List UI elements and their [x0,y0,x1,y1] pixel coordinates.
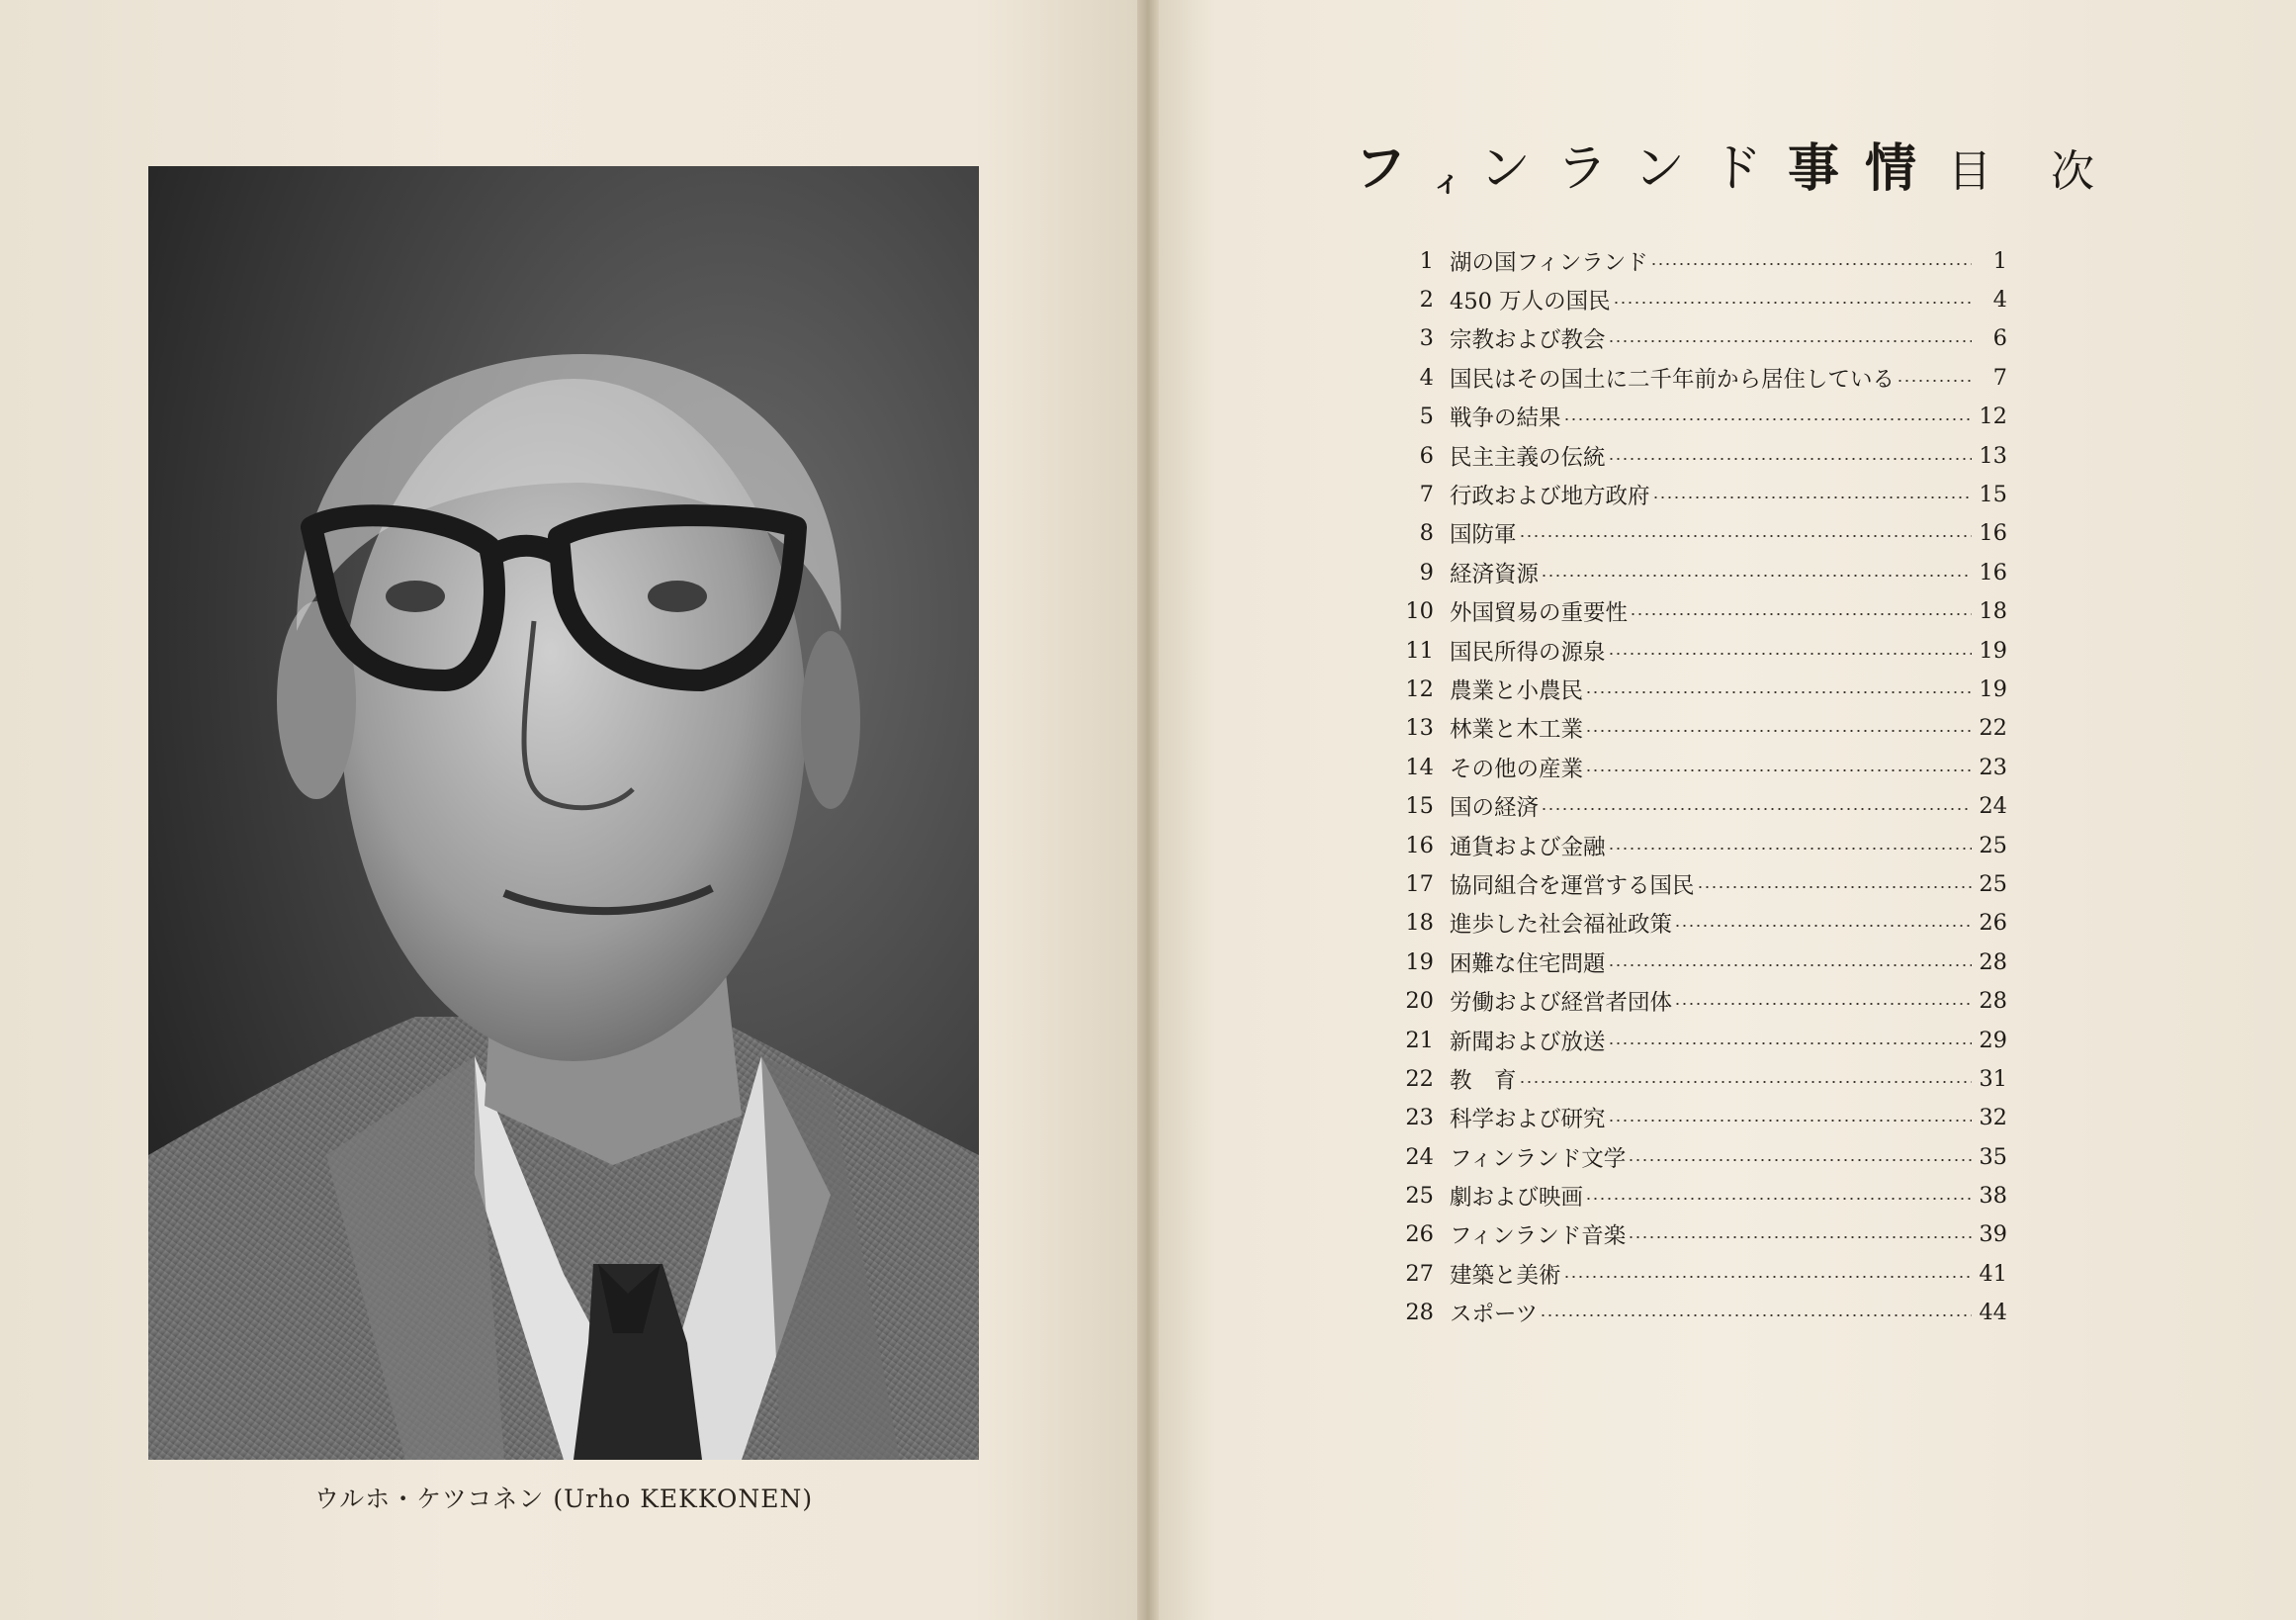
toc-leader-dots [1519,1081,1972,1083]
toc-entry [1394,631,2007,670]
toc-leader-dots [1630,613,1972,615]
toc-entry-number: 28 [1405,1300,1434,1326]
toc-leader-dots [1519,535,1972,537]
portrait-photo [148,166,979,1460]
toc-entry-number: 13 [1405,715,1434,742]
toc-entry-page: 41 [1979,1260,2007,1287]
toc-entry-page: 4 [1992,287,2007,314]
toc-entry-number: 8 [1419,520,1434,547]
toc-entry-page: 28 [1979,988,2007,1015]
toc-entry-label: 農業と小農民 [1450,677,1584,704]
toc-entry [1394,1215,2007,1254]
toc-leader-dots [1697,886,1972,888]
toc-entry [1394,436,2007,475]
toc-entry-number: 7 [1419,482,1434,508]
toc-entry-number: 2 [1419,287,1434,314]
toc-entry-page: 13 [1979,442,2007,469]
toc-entry-number: 10 [1405,598,1434,625]
toc-entry-label: 建築と美術 [1450,1262,1561,1289]
toc-entry [1394,943,2007,981]
toc-entry-number: 9 [1419,559,1434,585]
toc-leader-dots [1674,1003,1972,1005]
book-gutter [1137,0,1159,1620]
toc-entry [1394,398,2007,436]
toc-leader-dots [1608,340,1972,342]
toc-entry [1394,748,2007,786]
toc-entry-number: 16 [1405,832,1434,858]
toc-entry-label: 進歩した社会福祉政策 [1450,912,1673,939]
toc-entry [1394,670,2007,708]
toc-entry [1394,1099,2007,1137]
toc-entry-label: 国の経済 [1450,795,1540,822]
toc-entry-number: 26 [1405,1221,1434,1248]
toc-entry-number: 12 [1405,675,1434,702]
toc-entry-page: 18 [1979,598,2007,625]
toc-entry-number: 11 [1405,637,1434,664]
toc-entry-number: 17 [1405,870,1434,897]
toc-entry [1394,1176,2007,1215]
toc-entry-label: 国民所得の源泉 [1450,639,1606,666]
toc-entry-label: 民主主義の伝統 [1450,444,1606,471]
toc-entry-page: 1 [1992,247,2007,274]
toc-entry-number: 19 [1405,948,1434,975]
toc-entry [1394,786,2007,825]
toc-entry-label: 湖の国フィンランド [1450,249,1648,276]
toc-entry-page: 19 [1979,637,2007,664]
toc-leader-dots [1650,263,1972,265]
toc-entry-page: 16 [1979,520,2007,547]
toc-entry-label: 宗教および教会 [1450,327,1606,354]
toc-entry [1394,592,2007,631]
toc-entry-label: 450 万人の国民 [1450,289,1611,315]
portrait-caption: ウルホ・ケツコネン (Urho KEKKONEN) [313,1485,814,1513]
toc-entry [1394,904,2007,943]
title-part-1: フ [1355,138,1433,199]
toc-leader-dots [1608,848,1972,850]
toc-leader-dots [1897,380,1972,382]
toc-leader-dots [1541,575,1972,577]
toc-entry-page: 28 [1979,948,2007,975]
toc-entry-page: 32 [1979,1105,2007,1131]
toc-entry-label: 困難な住宅問題 [1450,950,1606,977]
toc-entry-label: 新聞および放送 [1450,1029,1606,1055]
toc-entry-number: 25 [1405,1183,1434,1210]
toc-leader-dots [1613,302,1972,304]
toc-entry [1394,864,2007,903]
toc-leader-dots [1674,925,1972,927]
table-of-contents [1394,241,2007,1332]
toc-entry-page: 39 [1979,1221,2007,1248]
toc-entry-number: 21 [1405,1027,1434,1053]
toc-entry [1394,553,2007,591]
toc-entry [1394,826,2007,864]
toc-entry-label: 科学および研究 [1450,1107,1606,1133]
toc-entry-label: 協同組合を運営する国民 [1450,872,1695,899]
toc-leader-dots [1628,1159,1972,1161]
toc-leader-dots [1541,808,1972,810]
toc-entry-page: 29 [1979,1027,2007,1053]
toc-entry-number: 1 [1419,247,1434,274]
toc-entry-page: 26 [1979,910,2007,937]
title-part-2: ンランド [1479,139,1789,199]
toc-leader-dots [1563,418,1972,420]
toc-entry-page: 25 [1979,832,2007,858]
toc-leader-dots [1608,964,1972,966]
toc-entry-label: 教 育 [1450,1067,1517,1094]
toc-entry-label: 行政および地方政府 [1450,484,1650,510]
toc-entry-page: 16 [1979,559,2007,585]
toc-entry-page: 6 [1992,325,2007,352]
toc-entry-page: 35 [1979,1143,2007,1170]
toc-entry [1394,319,2007,358]
toc-entry-number: 23 [1405,1105,1434,1131]
toc-entry-number: 22 [1405,1065,1434,1092]
toc-leader-dots [1628,1236,1972,1238]
toc-leader-dots [1563,1276,1972,1278]
toc-entry-label: 労働および経営者団体 [1450,990,1673,1017]
toc-entry-page: 31 [1979,1065,2007,1092]
toc-entry [1394,514,2007,553]
toc-entry [1394,1059,2007,1098]
toc-entry-page: 24 [1979,793,2007,820]
toc-entry-label: 戦争の結果 [1450,405,1561,432]
toc-entry [1394,475,2007,513]
toc-entry [1394,358,2007,397]
toc-entry-number: 18 [1405,910,1434,937]
toc-entry-number: 5 [1419,404,1434,430]
toc-leader-dots [1608,1042,1972,1044]
toc-leader-dots [1652,496,1972,498]
toc-entry-label: スポーツ [1450,1302,1539,1328]
toc-entry-page: 7 [1992,364,2007,391]
toc-entry-label: その他の産業 [1450,756,1584,782]
toc-entry [1394,1137,2007,1176]
toc-entry-label: フィンランド文学 [1450,1145,1627,1172]
toc-entry [1394,1021,2007,1059]
title-part-bold: 事情 [1788,138,1943,199]
title-part-small: ィ [1432,165,1480,200]
toc-entry-page: 25 [1979,870,2007,897]
toc-entry-number: 15 [1405,793,1434,820]
toc-leader-dots [1585,1198,1972,1200]
portrait-illustration [148,166,979,1460]
toc-entry-number: 14 [1405,754,1434,780]
toc-leader-dots [1608,458,1972,460]
toc-entry-page: 22 [1979,715,2007,742]
toc-entry-label: 外国貿易の重要性 [1450,600,1629,627]
toc-entry [1394,280,2007,318]
toc-leader-dots [1585,691,1972,693]
toc-entry-number: 24 [1405,1143,1434,1170]
toc-entry [1394,709,2007,748]
title-tail: 目次 [1948,146,2155,197]
toc-entry-label: 国防軍 [1450,522,1517,549]
toc-entry-label: 林業と木工業 [1450,717,1584,744]
toc-entry-label: 通貨および金融 [1450,834,1606,860]
toc-entry-page: 19 [1979,675,2007,702]
page-title [1355,127,2154,201]
toc-entry-number: 3 [1419,325,1434,352]
toc-leader-dots [1540,1314,1972,1316]
toc-entry [1394,1254,2007,1293]
toc-entry [1394,981,2007,1020]
toc-leader-dots [1585,769,1972,771]
toc-entry-label: 経済資源 [1450,561,1540,587]
toc-entry [1394,1294,2007,1332]
toc-entry-page: 15 [1979,482,2007,508]
toc-entry-page: 38 [1979,1183,2007,1210]
toc-entry-label: 劇および映画 [1450,1185,1584,1212]
toc-entry-number: 27 [1405,1260,1434,1287]
toc-entry-number: 6 [1419,442,1434,469]
toc-leader-dots [1608,653,1972,655]
toc-entry-page: 23 [1979,754,2007,780]
toc-entry-number: 4 [1419,364,1434,391]
toc-entry-page: 44 [1979,1300,2007,1326]
toc-leader-dots [1585,730,1972,732]
toc-entry-page: 12 [1979,404,2007,430]
toc-entry-number: 20 [1405,988,1434,1015]
toc-entry-label: フィンランド音楽 [1450,1223,1627,1250]
toc-entry-label: 国民はその国土に二千年前から居住している [1450,366,1896,393]
toc-leader-dots [1608,1120,1972,1122]
toc-entry [1394,241,2007,280]
